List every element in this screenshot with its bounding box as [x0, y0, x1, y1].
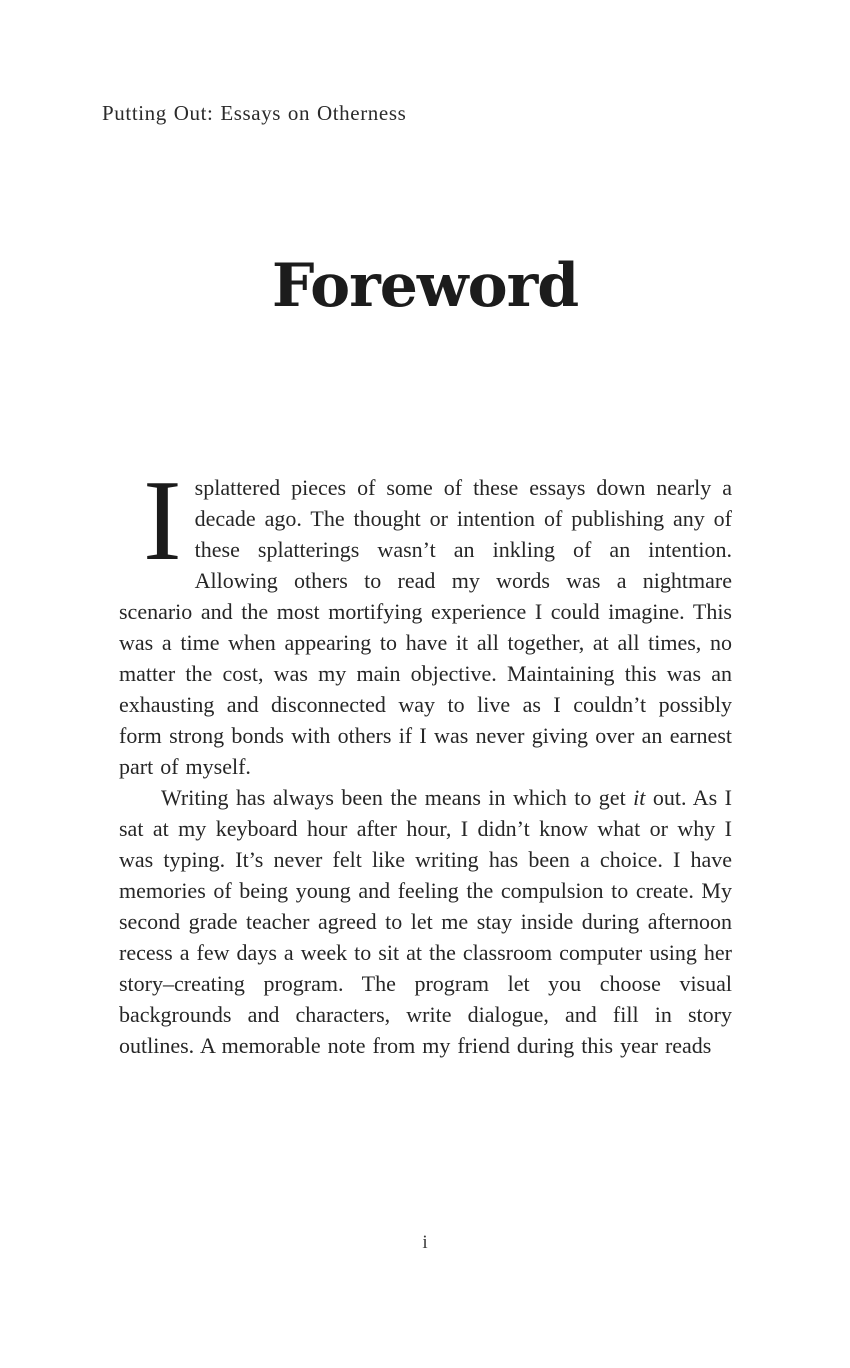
paragraph-second	[119, 782, 732, 1061]
paragraph-second-text-b: out. As I sat at my keyboard hour after hour, I didn’t know what or why I was typing. It’s never felt like writing has been a choice. I have memories of being young and feeling the compulsion to create. My second grade teacher agreed to let me stay inside during afternoon recess a few days a week to sit at the classroom computer using her story–creating program. The program let you choose visual backgrounds and characters, write dialogue, and fill in story outlines. A memorable note from my friend during this year reads	[119, 785, 732, 1058]
chapter-title: Foreword	[271, 251, 579, 321]
paragraph-opening	[119, 457, 732, 782]
paragraph-opening-text: splattered pieces of some of these essays down nearly a decade ago. The thought or intention of publishing any of these splatterings wasn’t an inkling of an intention. Allowing others to read my words was a nightmare scenario and the most mortifying experience I could imagine. This was a time when appearing to have it all together, at all times, no matter the cost, was my main objective. Maintaining this was an exhausting and disconnected way to live as I couldn’t possibly form strong bonds with others if I was never giving over an earnest part of myself.	[119, 475, 732, 779]
drop-cap: I	[143, 457, 182, 585]
italic-word: it	[633, 785, 646, 810]
body-text	[119, 457, 732, 1061]
running-header: Putting Out: Essays on Otherness	[102, 101, 407, 125]
page-number: i	[422, 1232, 428, 1253]
paragraph-second-text-a: Writing has always been the means in which to get	[161, 785, 634, 810]
